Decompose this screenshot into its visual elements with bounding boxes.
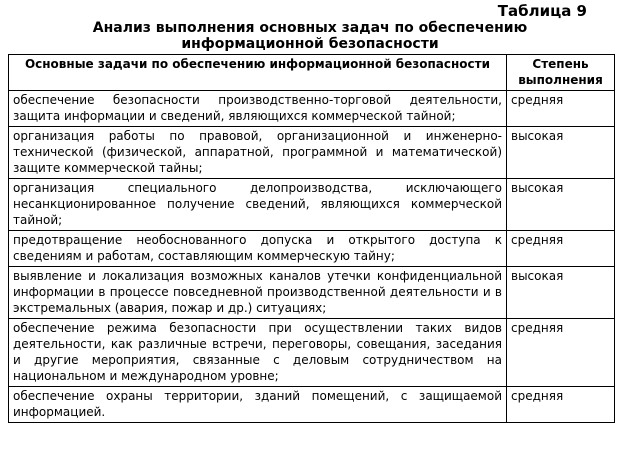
task-cell: организация работы по правовой, организационной и инженерно-технической (физической, аппаратной, программной и математической) защите коммерческой тайны; bbox=[9, 127, 507, 179]
table-number: Таблица 9 bbox=[497, 2, 587, 20]
degree-cell: высокая bbox=[507, 179, 615, 231]
task-cell: обеспечение режима безопасности при осуществлении таких видов деятельности, как различные встречи, переговоры, совещания, заседания и другие мероприятия, связанные с деловым сотрудничеством на национальном и международном уровне; bbox=[9, 319, 507, 387]
table-row bbox=[9, 319, 615, 387]
degree-cell: высокая bbox=[507, 127, 615, 179]
table-row bbox=[9, 127, 615, 179]
degree-cell: средняя bbox=[507, 387, 615, 423]
tasks-table bbox=[8, 54, 615, 423]
header-task: Основные задачи по обеспечению информационной безопасности bbox=[9, 55, 507, 91]
degree-cell: средняя bbox=[507, 91, 615, 127]
table-row bbox=[9, 267, 615, 319]
task-cell: обеспечение безопасности производственно-торговой деятельности, защита информации и сведений, являющихся коммерческой тайной; bbox=[9, 91, 507, 127]
table-row bbox=[9, 91, 615, 127]
task-cell: выявление и локализация возможных каналов утечки конфиденциальной информации в процессе повседневной производственной деятельности и в экстремальных (авария, пожар и др.) ситуациях; bbox=[9, 267, 507, 319]
degree-cell: средняя bbox=[507, 231, 615, 267]
task-cell: обеспечение охраны территории, зданий помещений, с защищаемой информацией. bbox=[9, 387, 507, 423]
table-row bbox=[9, 231, 615, 267]
task-cell: предотвращение необоснованного допуска и открытого доступа к сведениям и работам, составляющим коммерческую тайну; bbox=[9, 231, 507, 267]
header-degree: Степень выполнения bbox=[507, 55, 615, 91]
table-row bbox=[9, 179, 615, 231]
table-header-row bbox=[9, 55, 615, 91]
task-cell: организация специального делопроизводства, исключающего несанкционированное получение сведений, являющихся коммерческой тайной; bbox=[9, 179, 507, 231]
degree-cell: средняя bbox=[507, 319, 615, 387]
table-caption: Анализ выполнения основных задач по обеспечению информационной безопасности bbox=[92, 20, 528, 52]
table-row bbox=[9, 387, 615, 423]
degree-cell: высокая bbox=[507, 267, 615, 319]
